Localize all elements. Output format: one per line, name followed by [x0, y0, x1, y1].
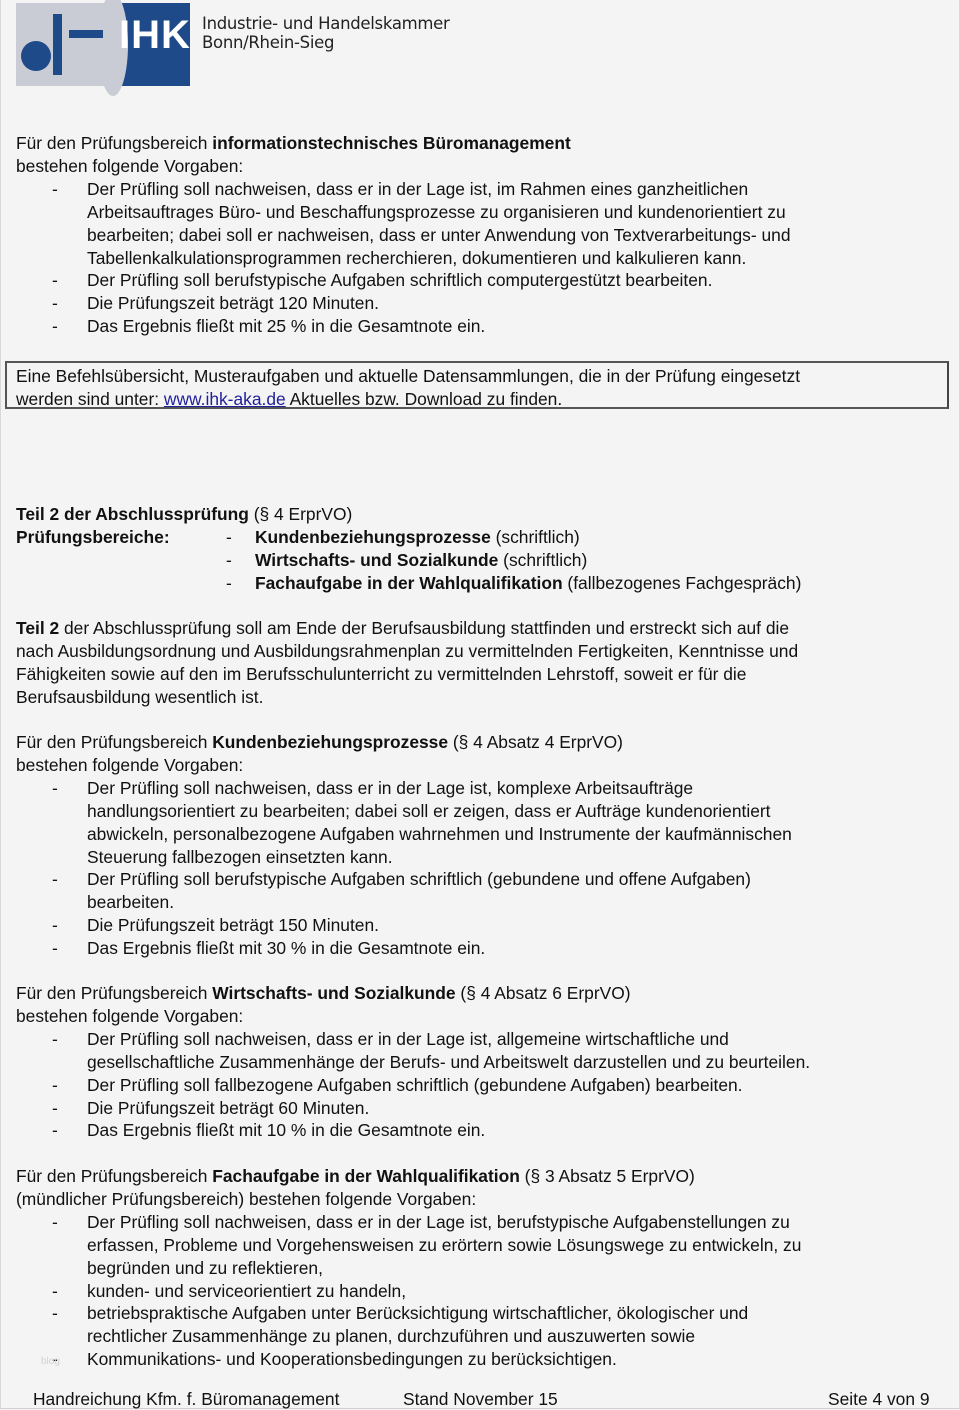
requirement-item [16, 1211, 946, 1280]
footer-page-number: Seite 4 von 9 [828, 1389, 930, 1409]
requirement-line: Arbeitsauftrages Büro- und Beschaffungsprozesse zu organisieren und kundenorientiert zu [87, 201, 786, 222]
section-intro: Für den Prüfungsbereich Fachaufgabe in der Wahlqualifikation (§ 3 Absatz 5 ErprVO) [16, 1166, 695, 1186]
requirement-item [16, 1119, 946, 1142]
requirement-item [16, 868, 946, 914]
requirement-line: - Die Prüfungszeit beträgt 120 Minuten. [87, 293, 379, 314]
teil2-paragraph: Teil 2 der Abschlussprüfung soll am Ende der Berufsausbildung stattfinden und erstreckt sich auf die nach Ausbildungsordnung und Ausbildungsrahmenplan zu vermittelnden Fertigkeiten, Kenntnisse und Fähigkeiten sowie auf den im Berufsschulunterricht zu vermittelnden Lehrstoff, soweit er für die Berufsausbildung wesentlich ist. [16, 618, 799, 707]
section-intro: Für den Prüfungsbereich Kundenbeziehungsprozesse (§ 4 Absatz 4 ErprVO) [16, 732, 623, 752]
requirement-line: erfassen, Probleme und Vorgehensweisen zu erörtern sowie Lösungswege zu entwickeln, zu [87, 1234, 802, 1255]
section-title: Wirtschafts- und Sozialkunde [212, 983, 456, 1003]
requirements-list [16, 1028, 946, 1143]
organization-name [202, 14, 450, 52]
requirements-list [16, 1211, 946, 1371]
requirement-line: - betriebspraktische Aufgaben unter Berücksichtigung wirtschaftlicher, ökologischer und [87, 1303, 749, 1324]
section-intro-line2: bestehen folgende Vorgaben: [16, 754, 244, 775]
requirement-item [16, 1074, 946, 1097]
requirement-item [16, 178, 946, 270]
footer-doc-title: Handreichung Kfm. f. Büromanagement [33, 1389, 340, 1409]
requirement-item [16, 315, 946, 338]
requirements-list [16, 178, 946, 338]
requirement-item [16, 1348, 946, 1371]
requirement-line: begründen und zu reflektieren, [87, 1257, 323, 1278]
requirement-line: - Die Prüfungszeit beträgt 60 Minuten. [87, 1097, 370, 1118]
requirement-item [16, 292, 946, 315]
org-name-line1: Industrie- und Handelskammer [202, 14, 450, 33]
logo-dash-icon [69, 30, 103, 38]
logo-text: IHK [119, 13, 191, 57]
requirement-line: - Das Ergebnis fließt mit 10 % in die Gesamtnote ein. [87, 1120, 486, 1141]
requirement-line: abwickeln, personalbezogene Aufgaben wahrnehmen und Instrumente der kaufmännischen [87, 823, 792, 844]
section-title: Fachaufgabe in der Wahlqualifikation [212, 1166, 520, 1186]
watermark: blog [41, 1356, 60, 1367]
requirement-item [16, 1280, 946, 1303]
section-title: Kundenbeziehungsprozesse [212, 732, 449, 752]
requirement-item [16, 1028, 946, 1074]
ihk-aka-link[interactable]: www.ihk-aka.de [163, 388, 286, 409]
section-title: informationstechnisches Büromanagement [212, 133, 571, 153]
section-intro: Für den Prüfungsbereich Wirtschafts- und Sozialkunde (§ 4 Absatz 6 ErprVO) [16, 983, 631, 1003]
section-wirtschafts-sozialkunde [16, 982, 946, 1142]
requirement-item [16, 1302, 946, 1348]
requirement-item [16, 914, 946, 937]
section-kundenbeziehungsprozesse [16, 731, 946, 960]
section-it-bueromanagement [16, 132, 946, 338]
pruefungsbereich-item: - Kundenbeziehungsprozesse (schriftlich) [226, 526, 801, 549]
footer-status: Stand November 15 [403, 1389, 558, 1409]
requirement-line: bearbeiten. [87, 892, 175, 913]
pruefungsbereiche-list [226, 526, 801, 595]
requirement-item [16, 777, 946, 869]
requirement-line: - Das Ergebnis fließt mit 30 % in die Gesamtnote ein. [87, 938, 486, 959]
pruefungsbereiche-label: Prüfungsbereiche: [16, 526, 170, 547]
section-intro: Für den Prüfungsbereich informationstechnisches Büromanagement [16, 133, 571, 153]
requirement-line: - Der Prüfling soll nachweisen, dass er in der Lage ist, berufstypische Aufgabenstellungen zu [87, 1211, 790, 1232]
section-intro-line2: bestehen folgende Vorgaben: [16, 1005, 244, 1026]
logo-bar-icon [53, 14, 62, 75]
teil2-heading: Teil 2 der Abschlussprüfung (§ 4 ErprVO) [16, 504, 353, 524]
requirement-line: handlungsorientiert zu bearbeiten; dabei soll er zeigen, dass er Aufträge kundenorientiert [87, 800, 771, 821]
ihk-logo [16, 3, 190, 86]
section-intro-line2: (mündlicher Prüfungsbereich) bestehen folgende Vorgaben: [16, 1188, 477, 1209]
notice-box [5, 361, 949, 409]
requirement-item [16, 269, 946, 292]
requirement-line: Tabellenkalkulationsprogrammen recherchieren, dokumentieren und kalkulieren kann. [87, 247, 747, 268]
pruefungsbereiche-row [16, 526, 946, 595]
requirement-line: - Das Ergebnis fließt mit 25 % in die Gesamtnote ein. [87, 316, 486, 337]
requirement-item [16, 937, 946, 960]
org-name-line2: Bonn/Rhein-Sieg [202, 33, 335, 52]
requirement-line: - Kommunikations- und Kooperationsbedingungen zu berücksichtigen. [87, 1349, 617, 1370]
notice-line1: Eine Befehlsübersicht, Musteraufgaben und aktuelle Datensammlungen, die in der Prüfung eingesetzt [16, 366, 801, 386]
section-fachaufgabe-wahlqualifikation [16, 1165, 946, 1371]
logo-dot-icon [21, 41, 51, 71]
pruefungsbereich-item: - Fachaufgabe in der Wahlqualifikation (fallbezogenes Fachgespräch) [226, 572, 801, 595]
requirement-line: - Der Prüfling soll nachweisen, dass er in der Lage ist, allgemeine wirtschaftliche und [87, 1028, 729, 1049]
notice-line2: werden sind unter: www.ihk-aka.de Aktuelles bzw. Download zu finden. [16, 388, 563, 409]
requirement-line: bearbeiten; dabei soll er nachweisen, dass er unter Anwendung von Textverarbeitungs- und [87, 224, 791, 245]
requirements-list [16, 777, 946, 960]
requirement-line: gesellschaftliche Zusammenhänge der Berufs- und Arbeitswelt darzustellen und zu beurteilen. [87, 1051, 811, 1072]
section-intro-line2: bestehen folgende Vorgaben: [16, 155, 244, 176]
requirement-line: - Der Prüfling soll fallbezogene Aufgaben schriftlich (gebundene Aufgaben) bearbeiten. [87, 1074, 743, 1095]
teil2-overview [16, 503, 946, 595]
requirement-line: - Der Prüfling soll berufstypische Aufgaben schriftlich computergestützt bearbeiten. [87, 270, 713, 291]
requirement-line: rechtlicher Zusammenhänge zu planen, durchzuführen und auszuwerten sowie [87, 1326, 696, 1347]
requirement-line: - kunden- und serviceorientiert zu handeln, [87, 1280, 407, 1301]
requirement-line: - Der Prüfling soll nachweisen, dass er in der Lage ist, komplexe Arbeitsaufträge [87, 777, 694, 798]
requirement-line: - Der Prüfling soll berufstypische Aufgaben schriftlich (gebundene und offene Aufgaben) [87, 869, 751, 890]
pruefungsbereich-item: - Wirtschafts- und Sozialkunde (schriftlich) [226, 549, 801, 572]
requirement-line: - Der Prüfling soll nachweisen, dass er in der Lage ist, im Rahmen eines ganzheitlichen [87, 178, 749, 199]
requirement-line: - Die Prüfungszeit beträgt 150 Minuten. [87, 915, 379, 936]
requirement-item [16, 1097, 946, 1120]
requirement-line: Steuerung fallbezogen einsetzten kann. [87, 846, 393, 867]
